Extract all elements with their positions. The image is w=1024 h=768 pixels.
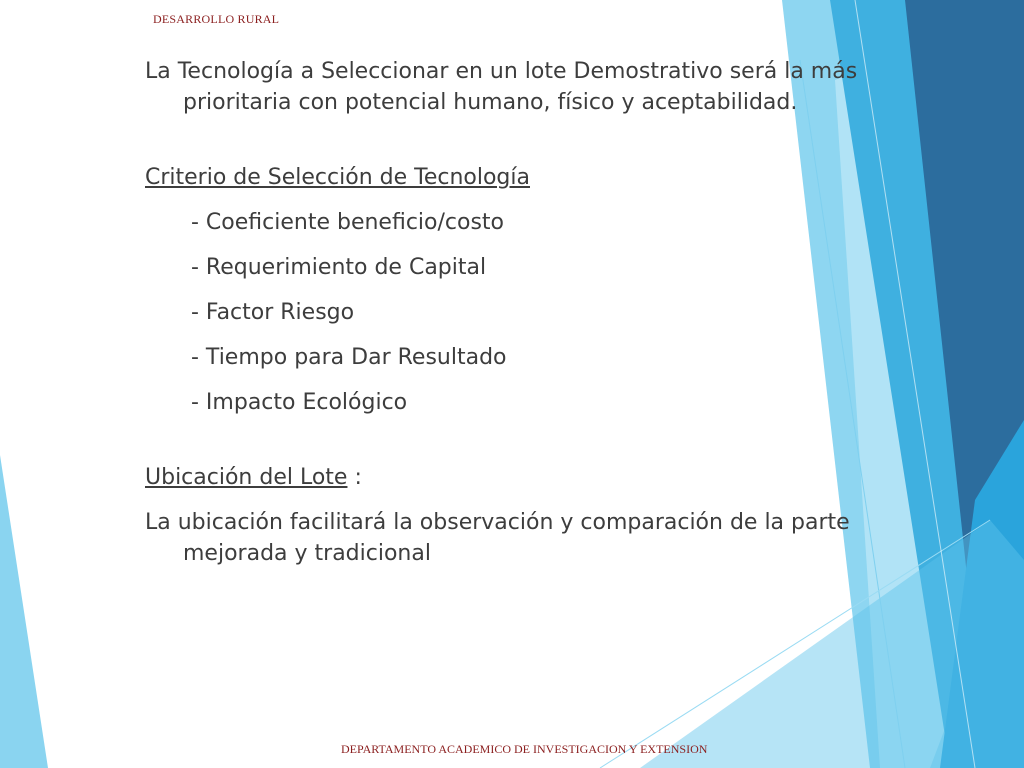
criteria-item: - Factor Riesgo xyxy=(191,300,355,325)
location-paragraph: La ubicación facilitará la observación y comparación de la parte mejorada y tradicional xyxy=(145,510,850,566)
location-heading-text: Ubicación del Lote xyxy=(145,465,348,490)
location-heading-colon: : xyxy=(347,465,362,490)
left-blue-sliver xyxy=(0,455,48,768)
slide-body xyxy=(145,56,875,569)
slide-header: DESARROLLO RURAL xyxy=(153,12,280,26)
intro-paragraph: La Tecnología a Seleccionar en un lote Demostrativo será la más prioritaria con potencial humano, físico y aceptabilidad. xyxy=(145,59,858,115)
criteria-item: - Requerimiento de Capital xyxy=(191,255,487,280)
location-heading xyxy=(145,462,875,493)
slide-footer: DEPARTAMENTO ACADEMICO DE INVESTIGACION Y EXTENSION xyxy=(341,742,708,756)
criteria-item: - Coeficiente beneficio/costo xyxy=(191,210,505,235)
criteria-item: - Tiempo para Dar Resultado xyxy=(191,345,507,370)
criteria-heading: Criterio de Selección de Tecnología xyxy=(145,165,530,190)
criteria-item: - Impacto Ecológico xyxy=(191,390,408,415)
